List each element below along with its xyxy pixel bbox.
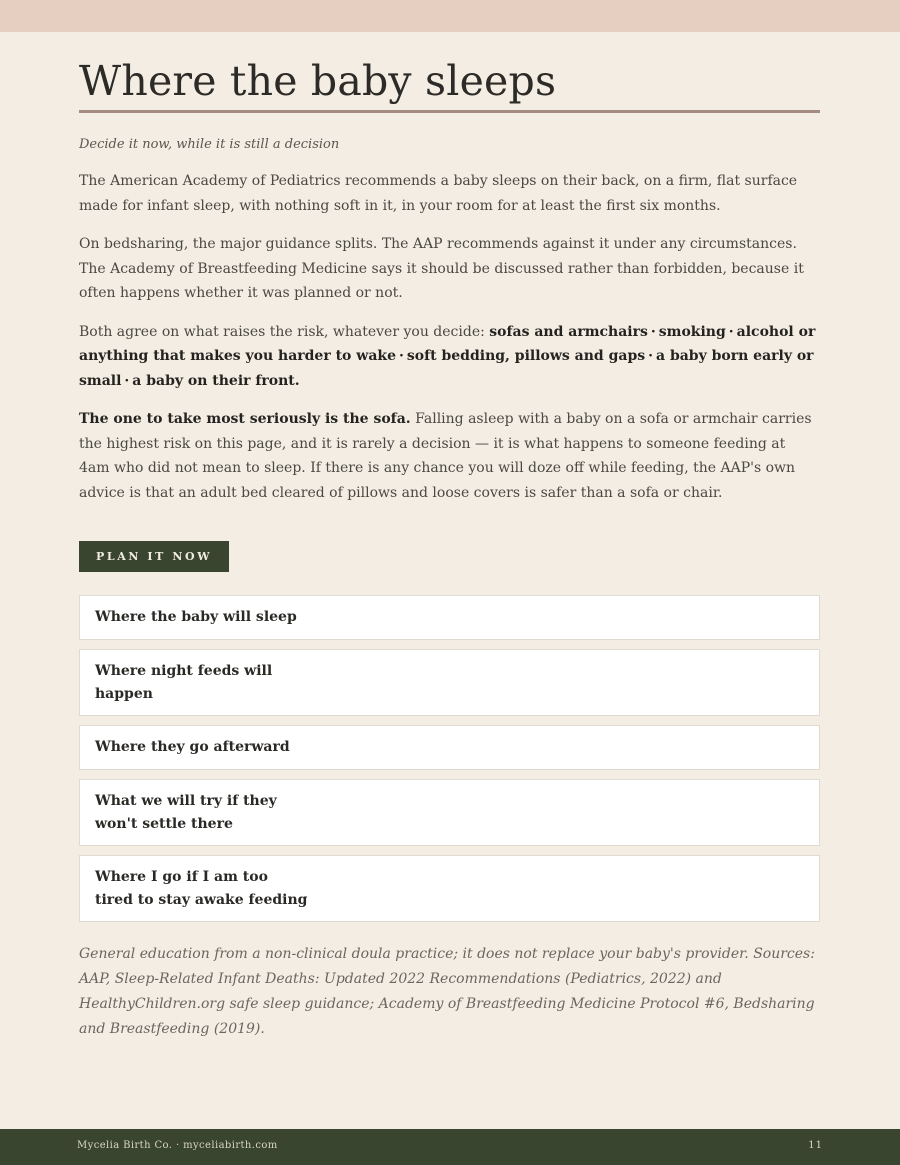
risk-item: alcohol or anything that makes you harder to wake (79, 323, 816, 364)
plan-item-too-tired[interactable] (79, 855, 820, 922)
footer-brand: Mycelia Birth Co. · myceliabirth.com (77, 1140, 278, 1151)
page-footer (0, 1129, 900, 1165)
plan-item-baby-sleep[interactable] (79, 595, 820, 640)
risk-item: a baby on their front. (132, 372, 300, 389)
plan-item-label: Where night feeds will happen (95, 662, 273, 702)
risk-intro: Both agree on what raises the risk, whatever you decide: (79, 323, 485, 340)
risk-item: smoking (658, 323, 726, 340)
page-content (79, 56, 820, 1042)
paragraph-aap-recommendation: The American Academy of Pediatrics recommends a baby sleeps on their back, on a firm, flat surface made for infant sleep, with nothing soft in it, in your room for at least the first six months. (79, 173, 798, 214)
paragraph-sofa-warning (79, 407, 820, 505)
plan-item-wont-settle[interactable] (79, 779, 820, 846)
sources-footnote: General education from a non-clinical doula practice; it does not replace your baby's provider. Sources: AAP, Sleep-Related Infant Deaths: Updated 2022 Recommendations (Pediatrics, 2022) and HealthyChildren.org safe sleep guidance; Academy of Breastfeeding Medicine Protocol #6, Bedsharing and Breastfeeding (2019). (79, 946, 815, 1037)
plan-item-label: Where they go afterward (95, 739, 290, 755)
risk-item: a baby born early or small (79, 348, 814, 389)
top-band (0, 0, 900, 32)
sofa-warning-lead: The one to take most seriously is the sofa. (79, 411, 411, 427)
plan-it-now-button[interactable]: PLAN IT NOW (79, 541, 229, 572)
plan-item-afterward[interactable] (79, 725, 820, 770)
page-number: 11 (808, 1140, 823, 1151)
paragraph-risk-factors (79, 320, 820, 394)
risk-separator: · (124, 372, 130, 389)
risk-item: sofas and armchairs (489, 323, 648, 340)
risk-item: soft bedding, pillows and gaps (406, 348, 646, 364)
risk-separator: · (728, 323, 734, 340)
paragraph-bedsharing: On bedsharing, the major guidance splits. The AAP recommends against it under any circumstances. The Academy of Breastfeeding Medicine says it should be discussed rather than forbidden, because it often happens whether it was planned or not. (79, 236, 804, 301)
plan-item-label: What we will try if they won't settle there (95, 792, 277, 832)
plan-list (79, 595, 820, 922)
plan-item-label: Where I go if I am too tired to stay awake feeding (95, 868, 308, 908)
page-subtitle: Decide it now, while it is still a decision (79, 137, 340, 152)
risk-separator: · (648, 348, 653, 364)
sofa-warning-text: Falling asleep with a baby on a sofa or armchair carries the highest risk on this page, and it is rarely a decision — it is what happens to someone feeding at 4am who did not mean to sleep. If there is any chance you will doze off while feeding, the AAP's own advice is that an adult bed cleared of pillows and loose covers is safer than a sofa or chair. (79, 411, 812, 501)
risk-separator: · (650, 323, 656, 340)
risk-separator: · (399, 348, 404, 364)
page-title: Where the baby sleeps (79, 56, 820, 113)
plan-item-label: Where the baby will sleep (95, 609, 297, 625)
plan-item-night-feeds[interactable] (79, 649, 820, 716)
